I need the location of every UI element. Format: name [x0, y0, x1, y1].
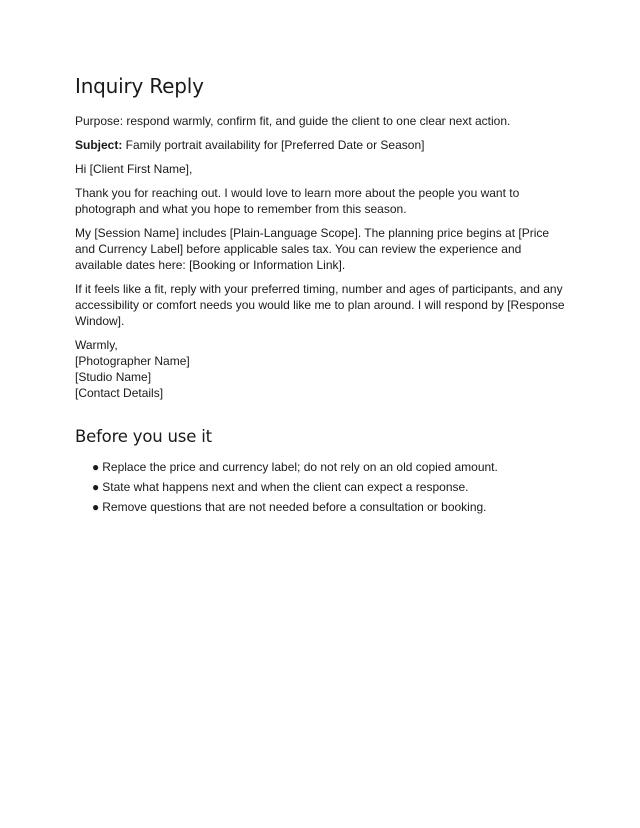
signature-contact-details: [Contact Details]: [75, 386, 164, 400]
body-paragraph-3: If it feels like a fit, reply with your preferred timing, number and ages of participants, and any accessibility or comfort needs you would like me to plan around. I will respond by [Response Window].: [75, 282, 565, 328]
signature-block: [75, 337, 570, 401]
subject-line: [75, 137, 570, 153]
subject-label: Subject:: [75, 138, 123, 152]
bullet-icon: ●: [92, 460, 100, 474]
signature-studio-name: [Studio Name]: [75, 370, 152, 384]
body-paragraph-2: My [Session Name] includes [Plain-Language Scope]. The planning price begins at [Price and Currency Label] before applicable sales tax. You can review the experience and available dates here: [Booking or Information Link].: [75, 226, 550, 272]
checklist-item-text: State what happens next and when the client can expect a response.: [102, 480, 469, 494]
checklist-heading: Before you use it: [75, 427, 212, 446]
bullet-icon: ●: [92, 480, 100, 494]
checklist-item: [92, 459, 570, 475]
checklist-item-text: Remove questions that are not needed before a consultation or booking.: [102, 500, 487, 514]
checklist-item: [92, 499, 570, 515]
greeting: Hi [Client First Name],: [75, 162, 193, 176]
checklist-item: [92, 479, 570, 495]
signoff: Warmly,: [75, 338, 118, 352]
subject-text: Family portrait availability for [Preferred Date or Season]: [122, 138, 425, 152]
document-page: [75, 72, 570, 519]
page-title: Inquiry Reply: [75, 74, 204, 98]
bullet-icon: ●: [92, 500, 100, 514]
body-paragraph-1: Thank you for reaching out. I would love to learn more about the people you want to photograph and what you hope to remember from this season.: [75, 186, 520, 216]
signature-photographer-name: [Photographer Name]: [75, 354, 190, 368]
checklist-item-text: Replace the price and currency label; do not rely on an old copied amount.: [102, 460, 498, 474]
checklist: [75, 459, 570, 515]
purpose-text: Purpose: respond warmly, confirm fit, and guide the client to one clear next action.: [75, 114, 511, 128]
